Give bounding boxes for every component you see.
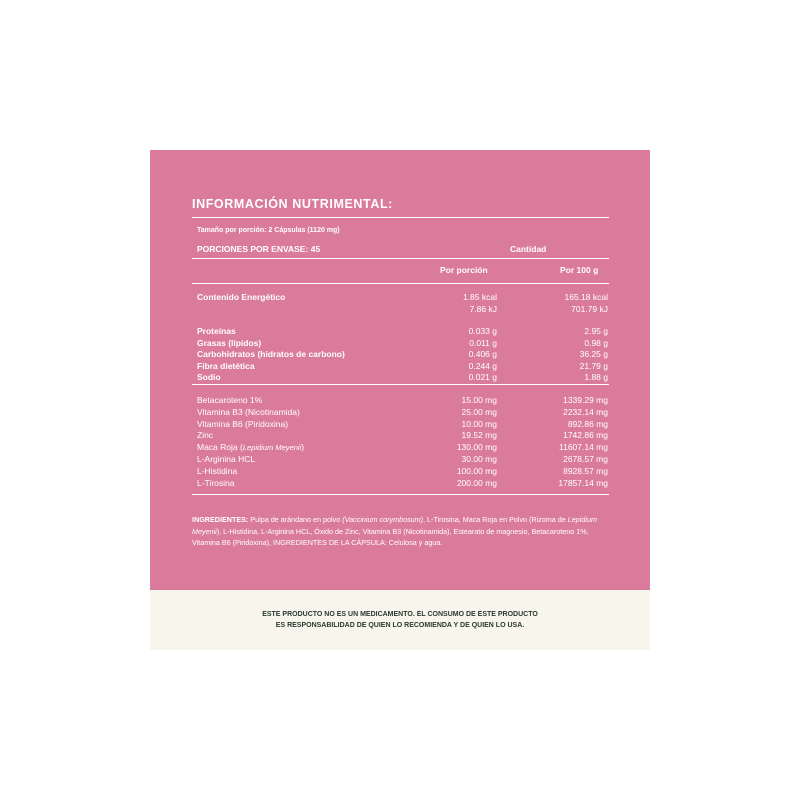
micro-name: Vitamina B6 (Piridoxina) — [197, 418, 289, 429]
macro-per-portion: 0.406 g — [468, 349, 497, 359]
micro-row — [150, 478, 650, 490]
macro-per-100g: 1.88 g — [584, 372, 608, 382]
micro-name: L-Tirosina — [197, 477, 235, 488]
macro-per-portion: 0.011 g — [469, 337, 497, 348]
micro-per-portion: 130.00 mg — [456, 442, 497, 453]
micro-name: Vitamina B3 (Nicotinamida) — [197, 406, 300, 417]
ingredients-part: , L-Tirosina, Maca Roja en Polvo (Rizoma de — [423, 515, 568, 524]
micro-row — [150, 395, 650, 407]
title-divider — [192, 217, 609, 218]
macro-name: Fibra dietética — [197, 360, 255, 371]
macro-row — [150, 326, 650, 338]
disclaimer-line-2: ES RESPONSABILIDAD DE QUIEN LO RECOMIENDA Y DE QUIEN LO USA. — [275, 622, 525, 629]
micro-per-100g: 8928.57 mg — [563, 465, 608, 476]
energy-kj-100g: 701.79 kJ — [571, 304, 608, 314]
panel-title: INFORMACIÓN NUTRIMENTAL: — [192, 197, 393, 211]
header-divider — [192, 258, 609, 259]
micro-per-portion: 25.00 mg — [461, 406, 497, 417]
ingredients-part: Pulpa de arándano en polvo — [248, 515, 343, 524]
macro-name: Sodio — [197, 372, 221, 382]
micro-name: Zinc — [197, 430, 214, 441]
micro-per-100g: 2232.14 mg — [563, 406, 608, 417]
micro-per-portion: 100.00 mg — [456, 465, 497, 476]
macro-name: Proteínas — [197, 326, 236, 336]
macro-per-100g: 2.95 g — [584, 326, 608, 336]
macro-per-portion: 0.021 g — [468, 372, 497, 382]
micro-per-portion: 30.00 mg — [461, 454, 497, 464]
macros-divider — [192, 384, 609, 385]
ingredients-scientific-name: (Vaccinium corymbosum) — [342, 515, 424, 524]
micro-row — [150, 442, 650, 454]
micro-row — [150, 454, 650, 466]
disclaimer-line-1: ESTE PRODUCTO NO ES UN MEDICAMENTO. EL CONSUMO DE ESTE PRODUCTO — [262, 611, 538, 618]
portions-per-container: PORCIONES POR ENVASE: 45 — [197, 244, 321, 254]
per-portion-header: Por porción — [440, 265, 488, 275]
macro-row — [150, 338, 650, 350]
micro-per-100g: 1339.29 mg — [563, 395, 608, 405]
micro-per-100g: 17857.14 mg — [558, 477, 608, 488]
macro-row — [150, 372, 650, 384]
macro-name: Carbohidratos (hidratos de carbono) — [197, 349, 345, 359]
micro-name: L-Arginina HCL — [197, 454, 256, 464]
energy-row-kj — [150, 304, 650, 316]
energy-kj-portion: 7.86 kJ — [469, 304, 497, 314]
macro-row — [150, 349, 650, 361]
energy-row-kcal — [150, 292, 650, 304]
nutrition-panel — [150, 150, 650, 590]
micro-per-100g: 892.86 mg — [567, 418, 608, 429]
columns-divider — [192, 283, 609, 284]
micro-name: Betacaroteno 1% — [197, 395, 263, 405]
quantity-header: Cantidad — [510, 244, 547, 254]
micro-per-portion: 19.52 mg — [461, 430, 497, 441]
micro-row — [150, 466, 650, 478]
macro-per-portion: 0.033 g — [468, 326, 497, 336]
micro-row — [150, 419, 650, 431]
per-100g-header: Por 100 g — [560, 265, 599, 275]
micro-row — [150, 407, 650, 419]
micro-per-portion: 10.00 mg — [461, 418, 497, 429]
energy-kcal-portion: 1.85 kcal — [462, 292, 497, 302]
macro-name: Grasas (lípidos) — [197, 337, 262, 348]
macro-per-100g: 36.25 g — [579, 349, 608, 359]
ingredients-text — [192, 514, 612, 549]
ingredients-part: ), L-Histidina, L-Arginina HCL, Óxido de Zinc, Vitamina B3 (Nicotinamida), Estearato de magnesio, Betacaroteno 1%, Vitamina B6 (Piridoxina), INGREDIENTES DE LA CÁPSULA: Celulosa y agua. — [192, 526, 589, 547]
macro-row — [150, 361, 650, 373]
energy-kcal-100g: 165.18 kcal — [564, 292, 608, 302]
micro-per-portion: 200.00 mg — [456, 477, 497, 488]
disclaimer-footer — [150, 590, 650, 650]
serving-size: Tamaño por porción: 2 Cápsulas (1120 mg) — [197, 227, 340, 234]
micro-row — [150, 430, 650, 442]
macro-per-portion: 0.244 g — [468, 360, 497, 371]
micro-per-100g: 2678.57 mg — [563, 454, 608, 464]
energy-label: Contenido Energético — [197, 292, 286, 302]
macro-per-100g: 0.98 g — [584, 337, 608, 348]
micro-per-100g: 1742.86 mg — [563, 430, 608, 441]
micros-divider — [192, 494, 609, 495]
micro-per-100g: 11607.14 mg — [559, 442, 608, 453]
ingredients-label: INGREDIENTES: — [192, 515, 249, 524]
macro-per-100g: 21.79 g — [579, 360, 608, 371]
micro-name: Maca Roja (Lepidium Meyenii) — [197, 442, 305, 453]
micro-per-portion: 15.00 mg — [461, 395, 497, 405]
ingredients-scientific-name: Lepidium Meyenii — [192, 515, 597, 536]
micro-name: L-Histidina — [197, 465, 238, 476]
